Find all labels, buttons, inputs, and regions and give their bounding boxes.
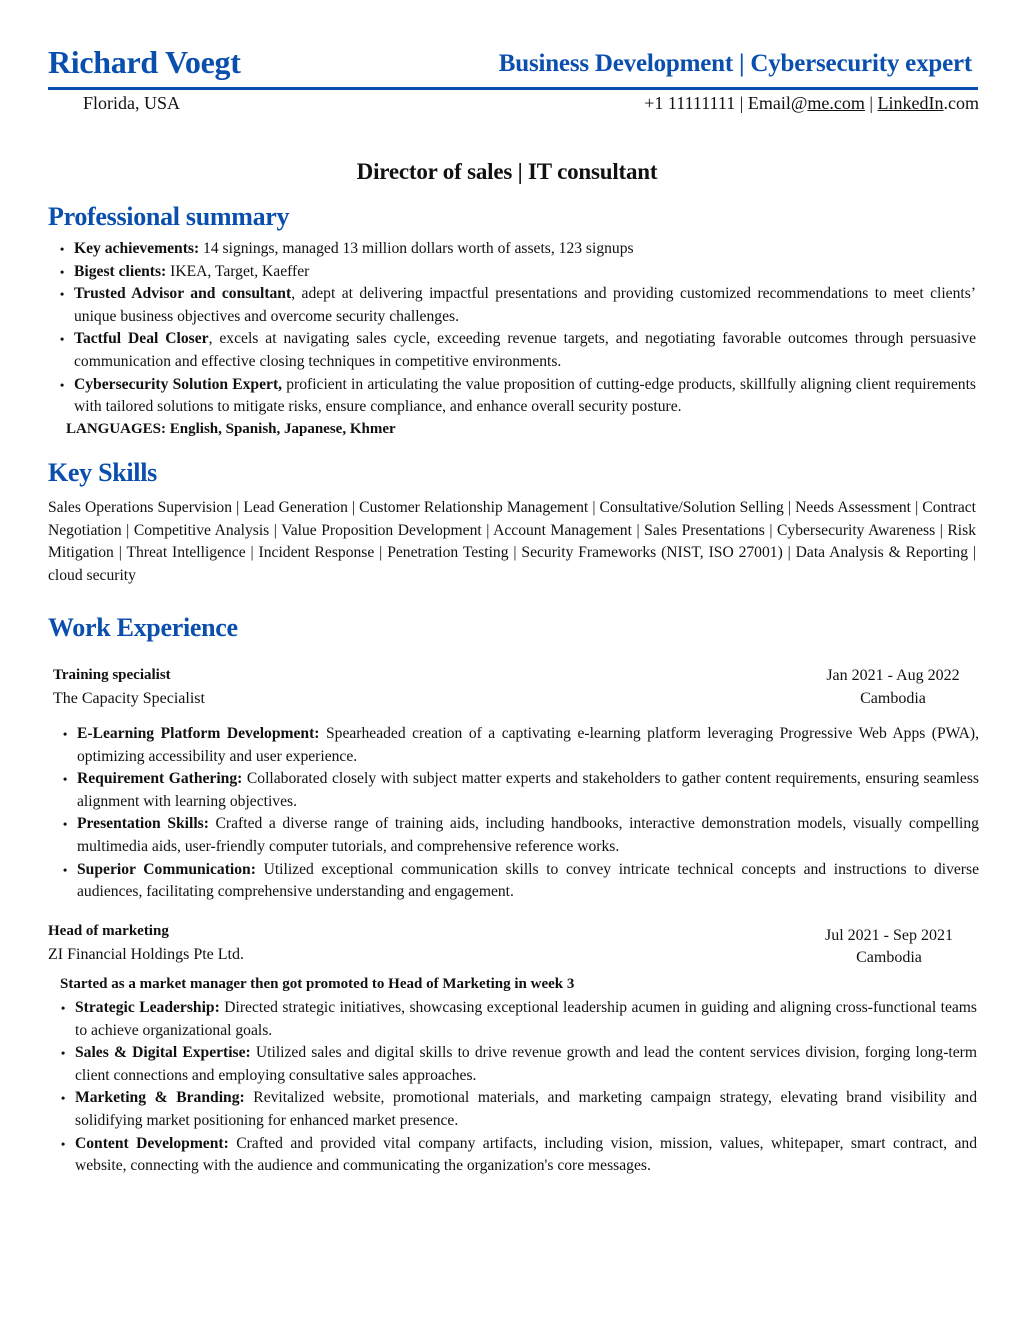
summary-item: • Trusted Advisor and consultant, adept at delivering impactful presentations and providing customized recommendations to meet clients’ unique business objectives and overcome security challenges. xyxy=(74,283,976,328)
job-bullet: • Marketing & Branding: Revitalized website, promotional materials, and marketing campaign strategy, elevating brand visibility and solidifying market positioning for enhanced market presence. xyxy=(75,1087,977,1132)
job-bullet: • Superior Communication: Utilized exceptional communication skills to convey intricate technical concepts and instructions to diverse audiences, facilitating comprehensive understanding and engagement. xyxy=(77,859,979,904)
section-title-summary: Professional summary xyxy=(48,202,290,231)
job-bullets xyxy=(77,723,979,904)
job-location: Cambodia xyxy=(860,690,926,707)
job-location: Cambodia xyxy=(856,949,922,966)
job-company: ZI Financial Holdings Pte Ltd. xyxy=(48,946,244,963)
job-dates: Jul 2021 - Sep 2021 xyxy=(825,927,953,944)
header-divider xyxy=(48,87,978,90)
skills-text: Sales Operations Supervision | Lead Generation | Customer Relationship Management | Consultative/Solution Selling | Needs Assessment | Contract Negotiation | Competitive Analysis | Value Proposition Development | Account Management | Sales Presentations | Cybersecurity Awareness | Risk Mitigation | Threat Intelligence | Incident Response | Penetration Testing | Security Frameworks (NIST, ISO 27001) | Data Analysis & Reporting | cloud security xyxy=(48,499,976,584)
email-link[interactable]: me.com xyxy=(807,93,865,113)
candidate-name: Richard Voegt xyxy=(48,44,241,80)
job-company: The Capacity Specialist xyxy=(53,690,205,707)
job-bullet: • Presentation Skills: Crafted a diverse range of training aids, including handbooks, interactive demonstration models, visually compelling multimedia aids, user-friendly computer tutorials, and comprehensive reference works. xyxy=(77,813,979,858)
job-bullets xyxy=(75,997,977,1178)
email-prefix: Email@ xyxy=(747,93,808,113)
job-title: Head of marketing xyxy=(48,923,169,939)
job-note: Started as a market manager then got promoted to Head of Marketing in week 3 xyxy=(60,976,575,992)
job-dates: Jan 2021 - Aug 2022 xyxy=(826,667,960,684)
summary-item: • Key achievements: 14 signings, managed 13 million dollars worth of assets, 123 signups xyxy=(74,238,976,261)
linkedin-link[interactable]: LinkedIn xyxy=(877,93,944,113)
location: Florida, USA xyxy=(83,93,181,113)
section-title-skills: Key Skills xyxy=(48,458,157,487)
summary-list xyxy=(74,238,976,419)
summary-item: • Bigest clients: IKEA, Target, Kaeffer xyxy=(74,261,976,284)
summary-item: • Cybersecurity Solution Expert, proficient in articulating the value proposition of cutting-edge products, skillfully aligning client requirements with tailored solutions to mitigate risks, ensure compliance, and enhance overall security posture. xyxy=(74,374,976,419)
job-title: Training specialist xyxy=(53,667,171,683)
languages: LANGUAGES: English, Spanish, Japanese, Khmer xyxy=(66,421,396,437)
job-bullet: • E-Learning Platform Development: Spearheaded creation of a captivating e-learning platform leveraging Progressive Web Apps (PWA), optimizing accessibility and user experience. xyxy=(77,723,979,768)
job-bullet: • Strategic Leadership: Directed strategic initiatives, showcasing exceptional leadership acumen in guiding and aligning cross-functional teams to achieve organizational goals. xyxy=(75,997,977,1042)
headline: Business Development | Cybersecurity expert xyxy=(498,50,972,77)
contact-line: +1 11111111 | Email@me.com | LinkedIn.com xyxy=(644,93,979,113)
phone: +1 11111111 xyxy=(644,93,736,113)
subtitle: Director of sales | IT consultant xyxy=(356,159,658,184)
summary-item: • Tactful Deal Closer, excels at navigating sales cycle, exceeding revenue targets, and negotiating favorable outcomes through persuasive communication and effective closing techniques in competitive environments. xyxy=(74,328,976,373)
job-bullet: • Content Development: Crafted and provided vital company artifacts, including vision, mission, values, whitepaper, smart contract, and website, connecting with the audience and communicating the organization's core messages. xyxy=(75,1133,977,1178)
job-bullet: • Sales & Digital Expertise: Utilized sales and digital skills to drive revenue growth and lead the content services division, forging long-term client connections and employing consultative sales approaches. xyxy=(75,1042,977,1087)
job-bullet: • Requirement Gathering: Collaborated closely with subject matter experts and stakeholders to gather content requirements, ensuring seamless alignment with learning objectives. xyxy=(77,768,979,813)
section-title-experience: Work Experience xyxy=(48,613,238,642)
